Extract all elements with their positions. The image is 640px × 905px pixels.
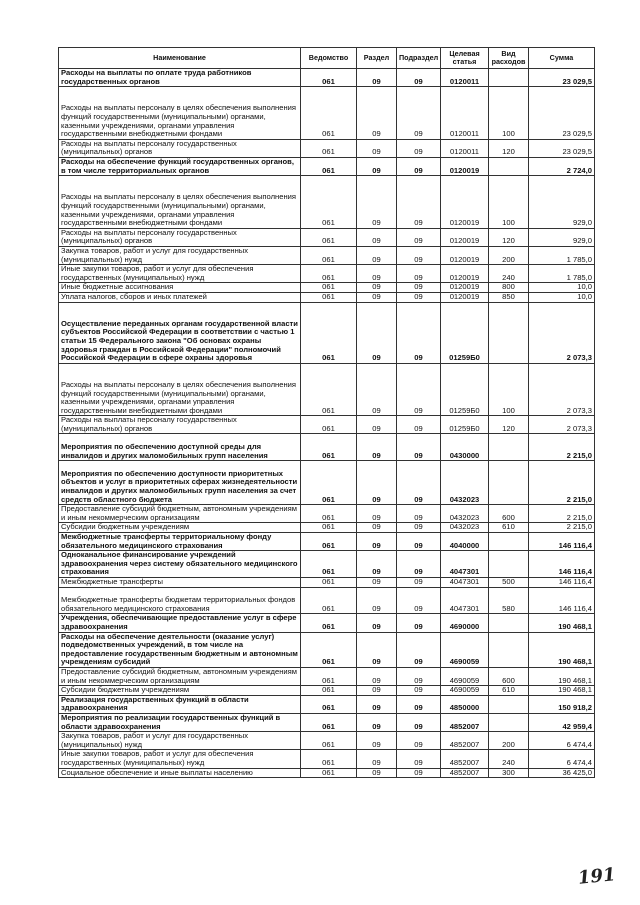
row-razdel: 09	[357, 246, 397, 264]
row-target-article: 0120019	[441, 292, 489, 302]
row-sum: 2 073,3	[529, 416, 595, 434]
table-row	[59, 533, 595, 551]
row-target-article: 0120019	[441, 228, 489, 246]
row-sum: 146 116,4	[529, 551, 595, 578]
row-razdel: 09	[357, 292, 397, 302]
row-name: Межбюджетные трансферты	[59, 578, 301, 588]
row-razdel: 09	[357, 283, 397, 293]
row-expense-type: 850	[489, 292, 529, 302]
row-podrazdel: 09	[397, 523, 441, 533]
table-row	[59, 768, 595, 778]
row-sum: 42 959,4	[529, 713, 595, 731]
row-expense-type: 300	[489, 768, 529, 778]
row-podrazdel: 09	[397, 505, 441, 523]
row-razdel: 09	[357, 533, 397, 551]
row-sum: 2 724,0	[529, 157, 595, 175]
row-expense-type: 610	[489, 686, 529, 696]
row-name: Межбюджетные трансферты бюджетам территориальных фондов обязательного медицинского страхования	[59, 587, 301, 614]
row-expense-type	[489, 461, 529, 505]
row-podrazdel: 09	[397, 69, 441, 87]
row-sum: 2 215,0	[529, 461, 595, 505]
row-vedomstvo: 061	[301, 363, 357, 416]
row-podrazdel: 09	[397, 283, 441, 293]
row-target-article: 0432023	[441, 505, 489, 523]
row-podrazdel: 09	[397, 416, 441, 434]
row-target-article: 01259Б0	[441, 416, 489, 434]
row-vedomstvo: 061	[301, 713, 357, 731]
row-target-article: 4850000	[441, 695, 489, 713]
row-vedomstvo: 061	[301, 551, 357, 578]
row-razdel: 09	[357, 668, 397, 686]
row-target-article: 01259Б0	[441, 363, 489, 416]
table-row	[59, 551, 595, 578]
table-row	[59, 750, 595, 768]
table-row	[59, 434, 595, 461]
row-sum: 1 785,0	[529, 265, 595, 283]
row-name: Расходы на выплаты персоналу государственных (муниципальных) органов	[59, 416, 301, 434]
row-expense-type: 200	[489, 246, 529, 264]
row-razdel: 09	[357, 87, 397, 140]
header-sum: Сумма	[529, 48, 595, 69]
row-vedomstvo: 061	[301, 523, 357, 533]
row-expense-type	[489, 302, 529, 363]
table-row	[59, 416, 595, 434]
row-razdel: 09	[357, 713, 397, 731]
row-sum: 10,0	[529, 283, 595, 293]
table-row	[59, 69, 595, 87]
row-podrazdel: 09	[397, 768, 441, 778]
row-podrazdel: 09	[397, 87, 441, 140]
row-vedomstvo: 061	[301, 578, 357, 588]
row-name: Осуществление переданных органам государственной власти субъектов Российской Федерации в соответствии с частью 1 статьи 15 Федерального закона "Об основах охраны здоровья граждан в Российской Федерации" полномочий Российской Федерации в сфере охраны здоровья	[59, 302, 301, 363]
row-expense-type	[489, 713, 529, 731]
row-expense-type: 240	[489, 750, 529, 768]
header-razdel: Раздел	[357, 48, 397, 69]
row-target-article: 0120011	[441, 87, 489, 140]
row-vedomstvo: 061	[301, 434, 357, 461]
row-vedomstvo: 061	[301, 87, 357, 140]
row-razdel: 09	[357, 69, 397, 87]
table-row	[59, 283, 595, 293]
row-vedomstvo: 061	[301, 265, 357, 283]
row-sum: 146 116,4	[529, 578, 595, 588]
row-razdel: 09	[357, 363, 397, 416]
table-row	[59, 292, 595, 302]
row-name: Расходы на выплаты персоналу в целях обеспечения выполнения функций государственными (муниципальными) органами, казенными учреждениями, органами управления государственными внебюджетными фондами	[59, 87, 301, 140]
row-name: Социальное обеспечение и иные выплаты населению	[59, 768, 301, 778]
row-podrazdel: 09	[397, 587, 441, 614]
row-razdel: 09	[357, 302, 397, 363]
row-podrazdel: 09	[397, 732, 441, 750]
row-name: Предоставление субсидий бюджетным, автономным учреждениям и иным некоммерческим организациям	[59, 505, 301, 523]
row-name: Расходы на выплаты персоналу государственных (муниципальных) органов	[59, 139, 301, 157]
row-expense-type	[489, 632, 529, 667]
row-vedomstvo: 061	[301, 139, 357, 157]
row-expense-type: 500	[489, 578, 529, 588]
row-vedomstvo: 061	[301, 228, 357, 246]
row-vedomstvo: 061	[301, 695, 357, 713]
header-name: Наименование	[59, 48, 301, 69]
row-name: Иные бюджетные ассигнования	[59, 283, 301, 293]
row-podrazdel: 09	[397, 533, 441, 551]
row-name: Мероприятия по обеспечению доступности приоритетных объектов и услуг в приоритетных сферах жизнедеятельности инвалидов и других маломобильных групп населения за счет средств областного бюджета	[59, 461, 301, 505]
row-vedomstvo: 061	[301, 302, 357, 363]
table-body	[59, 69, 595, 778]
row-vedomstvo: 061	[301, 246, 357, 264]
row-sum: 10,0	[529, 292, 595, 302]
row-vedomstvo: 061	[301, 732, 357, 750]
row-podrazdel: 09	[397, 578, 441, 588]
row-vedomstvo: 061	[301, 69, 357, 87]
row-expense-type	[489, 69, 529, 87]
page-number: 191	[577, 864, 617, 889]
row-target-article: 4047301	[441, 551, 489, 578]
row-name: Мероприятия по обеспечению доступной среды для инвалидов и других маломобильных групп населения	[59, 434, 301, 461]
row-podrazdel: 09	[397, 157, 441, 175]
row-sum: 190 468,1	[529, 614, 595, 632]
row-sum: 146 116,4	[529, 587, 595, 614]
row-target-article: 0120019	[441, 265, 489, 283]
row-name: Закупка товаров, работ и услуг для государственных (муниципальных) нужд	[59, 732, 301, 750]
row-razdel: 09	[357, 686, 397, 696]
row-sum: 929,0	[529, 228, 595, 246]
row-target-article: 4047301	[441, 587, 489, 614]
row-podrazdel: 09	[397, 176, 441, 229]
row-podrazdel: 09	[397, 302, 441, 363]
row-target-article: 4690059	[441, 668, 489, 686]
row-expense-type	[489, 695, 529, 713]
row-podrazdel: 09	[397, 292, 441, 302]
row-expense-type: 600	[489, 668, 529, 686]
table-row	[59, 505, 595, 523]
row-razdel: 09	[357, 768, 397, 778]
row-razdel: 09	[357, 157, 397, 175]
row-expense-type: 100	[489, 87, 529, 140]
row-razdel: 09	[357, 614, 397, 632]
row-expense-type	[489, 157, 529, 175]
row-name: Мероприятия по реализации государственных функций в области здравоохранения	[59, 713, 301, 731]
row-podrazdel: 09	[397, 750, 441, 768]
row-name: Уплата налогов, сборов и иных платежей	[59, 292, 301, 302]
row-name: Расходы на выплаты персоналу государственных (муниципальных) органов	[59, 228, 301, 246]
row-expense-type	[489, 533, 529, 551]
table-row	[59, 668, 595, 686]
header-podrazdel: Подраздел	[397, 48, 441, 69]
row-expense-type	[489, 551, 529, 578]
row-expense-type: 240	[489, 265, 529, 283]
row-razdel: 09	[357, 139, 397, 157]
row-vedomstvo: 061	[301, 686, 357, 696]
table-row	[59, 732, 595, 750]
table-row	[59, 157, 595, 175]
row-target-article: 4690059	[441, 632, 489, 667]
row-target-article: 0120011	[441, 69, 489, 87]
row-sum: 2 215,0	[529, 523, 595, 533]
row-target-article: 4690000	[441, 614, 489, 632]
row-podrazdel: 09	[397, 246, 441, 264]
row-expense-type: 580	[489, 587, 529, 614]
row-target-article: 0432023	[441, 523, 489, 533]
table-row	[59, 632, 595, 667]
row-podrazdel: 09	[397, 695, 441, 713]
row-vedomstvo: 061	[301, 157, 357, 175]
table-row	[59, 686, 595, 696]
row-sum: 2 215,0	[529, 434, 595, 461]
row-target-article: 4690059	[441, 686, 489, 696]
row-vedomstvo: 061	[301, 505, 357, 523]
row-expense-type: 120	[489, 228, 529, 246]
row-target-article: 0430000	[441, 434, 489, 461]
table-row	[59, 228, 595, 246]
row-razdel: 09	[357, 434, 397, 461]
row-razdel: 09	[357, 695, 397, 713]
row-vedomstvo: 061	[301, 292, 357, 302]
row-target-article: 4852007	[441, 732, 489, 750]
row-sum: 190 468,1	[529, 668, 595, 686]
row-vedomstvo: 061	[301, 632, 357, 667]
table-row	[59, 587, 595, 614]
row-vedomstvo: 061	[301, 750, 357, 768]
row-target-article: 01259Б0	[441, 302, 489, 363]
row-razdel: 09	[357, 750, 397, 768]
row-target-article: 4047301	[441, 578, 489, 588]
row-sum: 23 029,5	[529, 69, 595, 87]
row-sum: 36 425,0	[529, 768, 595, 778]
table-row	[59, 139, 595, 157]
row-razdel: 09	[357, 551, 397, 578]
row-name: Иные закупки товаров, работ и услуг для обеспечения государственных (муниципальных) нужд	[59, 265, 301, 283]
row-vedomstvo: 061	[301, 587, 357, 614]
row-razdel: 09	[357, 265, 397, 283]
row-razdel: 09	[357, 416, 397, 434]
row-razdel: 09	[357, 632, 397, 667]
table-row	[59, 246, 595, 264]
row-sum: 2 073,3	[529, 302, 595, 363]
row-name: Реализация государственных функций в области здравоохранения	[59, 695, 301, 713]
row-vedomstvo: 061	[301, 416, 357, 434]
row-expense-type: 100	[489, 176, 529, 229]
table-row	[59, 265, 595, 283]
row-name: Расходы на обеспечение деятельности (оказание услуг) подведомственных учреждений, в том числе на предоставление государственным бюджетным и автономным учреждениям субсидий	[59, 632, 301, 667]
row-podrazdel: 09	[397, 632, 441, 667]
row-sum: 6 474,4	[529, 732, 595, 750]
row-podrazdel: 09	[397, 265, 441, 283]
row-podrazdel: 09	[397, 614, 441, 632]
table-row	[59, 614, 595, 632]
table-row	[59, 176, 595, 229]
row-razdel: 09	[357, 523, 397, 533]
table-row	[59, 461, 595, 505]
row-razdel: 09	[357, 176, 397, 229]
row-podrazdel: 09	[397, 713, 441, 731]
row-razdel: 09	[357, 578, 397, 588]
row-target-article: 4852007	[441, 713, 489, 731]
table-row	[59, 578, 595, 588]
row-sum: 150 918,2	[529, 695, 595, 713]
row-target-article: 0432023	[441, 461, 489, 505]
budget-table	[58, 47, 595, 778]
row-vedomstvo: 061	[301, 283, 357, 293]
row-sum: 190 468,1	[529, 632, 595, 667]
row-sum: 2 073,3	[529, 363, 595, 416]
row-name: Расходы на выплаты персоналу в целях обеспечения выполнения функций государственными (муниципальными) органами, казенными учреждениями, органами управления государственными внебюджетными фондами	[59, 176, 301, 229]
row-expense-type: 120	[489, 416, 529, 434]
row-vedomstvo: 061	[301, 768, 357, 778]
table-row	[59, 87, 595, 140]
row-podrazdel: 09	[397, 228, 441, 246]
row-target-article: 4852007	[441, 750, 489, 768]
row-vedomstvo: 061	[301, 533, 357, 551]
row-name: Расходы на обеспечение функций государственных органов, в том числе территориальных органов	[59, 157, 301, 175]
row-vedomstvo: 061	[301, 668, 357, 686]
row-sum: 146 116,4	[529, 533, 595, 551]
row-podrazdel: 09	[397, 139, 441, 157]
row-name: Межбюджетные трансферты территориальному фонду обязательного медицинского страхования	[59, 533, 301, 551]
row-name: Одноканальное финансирование учреждений здравоохранения через систему обязательного медицинского страхования	[59, 551, 301, 578]
row-vedomstvo: 061	[301, 461, 357, 505]
header-expense-type: Вид расходов	[489, 48, 529, 69]
row-sum: 2 215,0	[529, 505, 595, 523]
row-target-article: 0120019	[441, 246, 489, 264]
row-expense-type	[489, 434, 529, 461]
row-target-article: 0120019	[441, 157, 489, 175]
row-podrazdel: 09	[397, 434, 441, 461]
row-sum: 1 785,0	[529, 246, 595, 264]
header-target-article: Целевая статья	[441, 48, 489, 69]
row-razdel: 09	[357, 505, 397, 523]
row-target-article: 4040000	[441, 533, 489, 551]
row-podrazdel: 09	[397, 668, 441, 686]
table-row	[59, 523, 595, 533]
row-podrazdel: 09	[397, 461, 441, 505]
row-expense-type: 600	[489, 505, 529, 523]
row-name: Расходы на выплаты персоналу в целях обеспечения выполнения функций государственными (муниципальными) органами, казенными учреждениями, органами управления государственными внебюджетными фондами	[59, 363, 301, 416]
row-name: Предоставление субсидий бюджетным, автономным учреждениям и иным некоммерческим организациям	[59, 668, 301, 686]
row-sum: 929,0	[529, 176, 595, 229]
row-sum: 23 029,5	[529, 139, 595, 157]
row-podrazdel: 09	[397, 363, 441, 416]
row-expense-type: 610	[489, 523, 529, 533]
row-expense-type: 800	[489, 283, 529, 293]
row-razdel: 09	[357, 461, 397, 505]
row-name: Субсидии бюджетным учреждениям	[59, 523, 301, 533]
row-name: Иные закупки товаров, работ и услуг для обеспечения государственных (муниципальных) нужд	[59, 750, 301, 768]
row-expense-type	[489, 614, 529, 632]
row-podrazdel: 09	[397, 686, 441, 696]
row-target-article: 4852007	[441, 768, 489, 778]
row-sum: 23 029,5	[529, 87, 595, 140]
row-name: Субсидии бюджетным учреждениям	[59, 686, 301, 696]
row-razdel: 09	[357, 732, 397, 750]
row-podrazdel: 09	[397, 551, 441, 578]
row-vedomstvo: 061	[301, 614, 357, 632]
row-target-article: 0120019	[441, 176, 489, 229]
row-razdel: 09	[357, 587, 397, 614]
row-vedomstvo: 061	[301, 176, 357, 229]
row-expense-type: 100	[489, 363, 529, 416]
row-expense-type: 200	[489, 732, 529, 750]
row-target-article: 0120019	[441, 283, 489, 293]
row-name: Закупка товаров, работ и услуг для государственных (муниципальных) нужд	[59, 246, 301, 264]
row-sum: 190 468,1	[529, 686, 595, 696]
table-row	[59, 363, 595, 416]
table-header-row	[59, 48, 595, 69]
table-row	[59, 695, 595, 713]
table-row	[59, 713, 595, 731]
row-expense-type: 120	[489, 139, 529, 157]
row-name: Расходы на выплаты по оплате труда работников государственных органов	[59, 69, 301, 87]
row-name: Учреждения, обеспечивающие предоставление услуг в сфере здравоохранения	[59, 614, 301, 632]
row-sum: 6 474,4	[529, 750, 595, 768]
header-vedomstvo: Ведомство	[301, 48, 357, 69]
table-row	[59, 302, 595, 363]
row-target-article: 0120011	[441, 139, 489, 157]
row-razdel: 09	[357, 228, 397, 246]
